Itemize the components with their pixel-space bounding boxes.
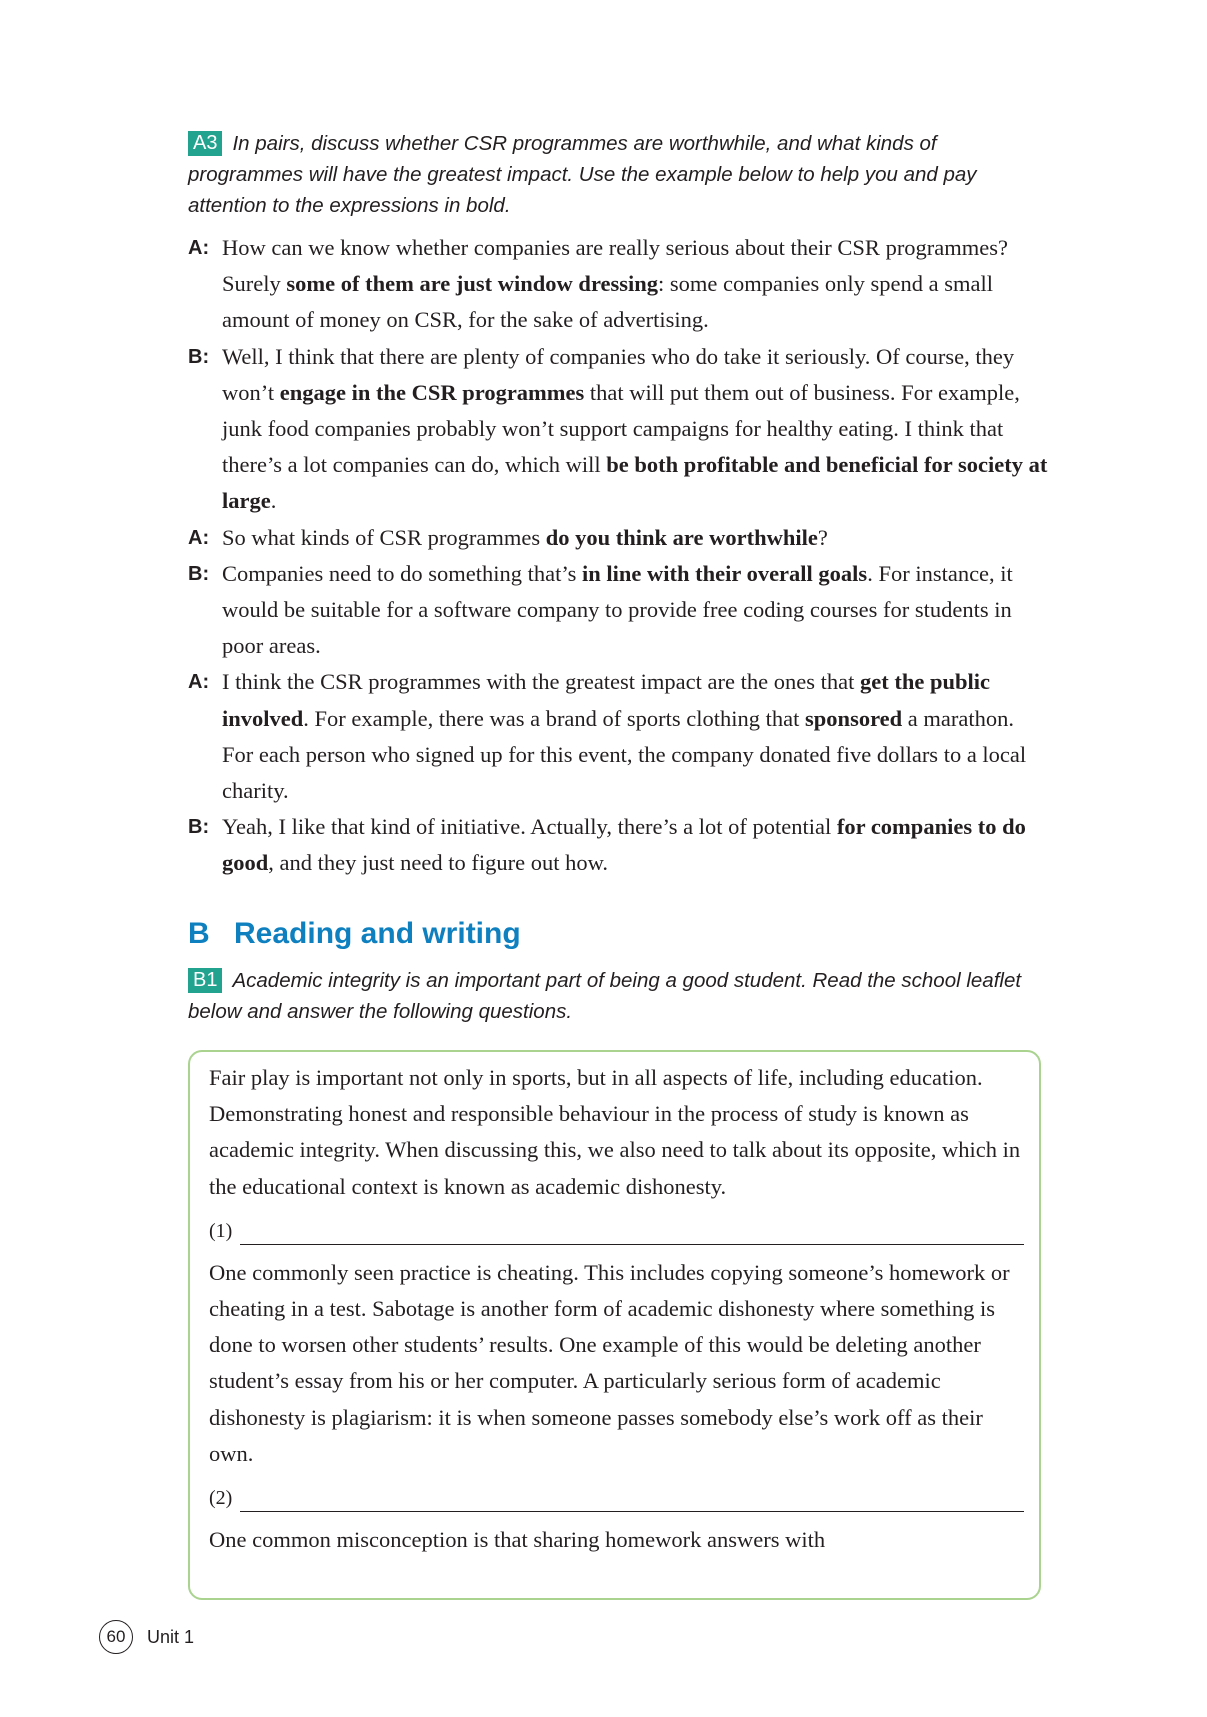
bold-expression: engage in the CSR programmes — [279, 379, 585, 405]
page-footer — [99, 1620, 194, 1654]
blank-number-1: (1) — [209, 1219, 233, 1242]
speaker-label: A: — [188, 237, 210, 259]
speaker-label: A: — [188, 526, 210, 549]
section-letter: B — [188, 917, 210, 950]
section-heading — [188, 914, 521, 954]
dialogue-turn — [188, 664, 1048, 809]
answer-blank-2[interactable] — [209, 1484, 1024, 1512]
section-title: Reading and writing — [234, 917, 521, 950]
task-a3 — [188, 128, 1048, 221]
dialogue-text: Companies need to do something that’s — [222, 560, 582, 586]
dialogue-text: I think the CSR programmes with the greatest impact are the ones that — [222, 669, 860, 695]
task-b1 — [188, 965, 1048, 1027]
task-tag-a3: A3 — [188, 131, 222, 156]
dialogue — [188, 230, 1048, 882]
leaflet-paragraph-3: One common misconception is that sharing homework answers with — [209, 1527, 826, 1553]
page-number: 60 — [99, 1620, 133, 1654]
bold-expression: for companies to do good — [222, 814, 1026, 876]
speaker-label: B: — [188, 562, 210, 585]
blank-line-2[interactable] — [240, 1489, 1024, 1512]
speaker-label: B: — [188, 345, 210, 368]
blank-line-1[interactable] — [240, 1222, 1024, 1245]
dialogue-turn — [188, 809, 1048, 881]
dialogue-text: So what kinds of CSR programmes — [222, 524, 546, 550]
dialogue-turn — [188, 520, 1048, 556]
dialogue-text: . — [270, 488, 277, 514]
dialogue-text: that will put them out of business. For example, junk food companies probably won’t support campaigns for healthy eating. I think that there’s a lot companies can do, which will — [222, 379, 1020, 478]
dialogue-text: . For example, there was a brand of sports clothing that — [303, 705, 806, 731]
bold-expression: in line with their overall goals — [581, 560, 868, 586]
dialogue-text: Yeah, I like that kind of initiative. Actually, there’s a lot of potential — [222, 814, 837, 840]
task-tag-b1: B1 — [188, 968, 222, 993]
blank-number-2: (2) — [209, 1487, 233, 1510]
dialogue-text: ? — [817, 524, 828, 550]
dialogue-turn — [188, 339, 1048, 520]
leaflet-paragraph-1: Fair play is important not only in sports, but in all aspects of life, including education. Demonstrating honest and responsible behaviour in the process of study is known as academic integrity. When discussing this, we also need to talk about its opposite, which in the educational context is known as academic dishonesty. — [209, 1065, 1021, 1199]
answer-blank-1[interactable] — [209, 1217, 1024, 1245]
unit-label: Unit 1 — [147, 1626, 195, 1647]
bold-expression: get the public involved — [222, 669, 990, 731]
school-leaflet — [188, 1050, 1041, 1600]
task-b1-instruction: Academic integrity is an important part of being a good student. Read the school leaflet below and answer the following questions. — [188, 969, 1022, 1023]
bold-expression: sponsored — [805, 705, 903, 731]
dialogue-text: a marathon. For each person who signed up for this event, the company donated five dollars to a local charity. — [222, 705, 1027, 804]
dialogue-turn — [188, 556, 1048, 665]
task-a3-instruction: In pairs, discuss whether CSR programmes are worthwhile, and what kinds of programmes will have the greatest impact. Use the example below to help you and pay attention to the expressions in bold. — [188, 132, 977, 217]
dialogue-text: , and they just need to figure out how. — [268, 850, 608, 876]
dialogue-text: Well, I think that there are plenty of companies who do take it seriously. Of course, they won’t — [222, 343, 1015, 405]
leaflet-paragraph-2: One commonly seen practice is cheating. This includes copying someone’s homework or cheating in a test. Sabotage is another form of academic dishonesty where something is done to worsen other students’ results. One example of this would be deleting another student’s essay from his or her computer. A particularly serious form of academic dishonesty is plagiarism: it is when someone passes somebody else’s work off as their own. — [209, 1259, 1010, 1466]
speaker-label: B: — [188, 816, 210, 839]
speaker-label: A: — [188, 671, 210, 694]
dialogue-text: How can we know whether companies are really serious about their CSR programmes? Surely — [222, 235, 1009, 297]
bold-expression: some of them are just window dressing — [286, 271, 659, 297]
dialogue-text: . For instance, it would be suitable for a software company to provide free coding courses for students in poor areas. — [222, 560, 1013, 659]
dialogue-turn — [188, 230, 1048, 339]
bold-expression: do you think are worthwhile — [545, 524, 818, 550]
bold-expression: be both profitable and beneficial for society at large — [222, 452, 1048, 514]
dialogue-text: : some companies only spend a small amount of money on CSR, for the sake of advertising. — [222, 271, 993, 333]
